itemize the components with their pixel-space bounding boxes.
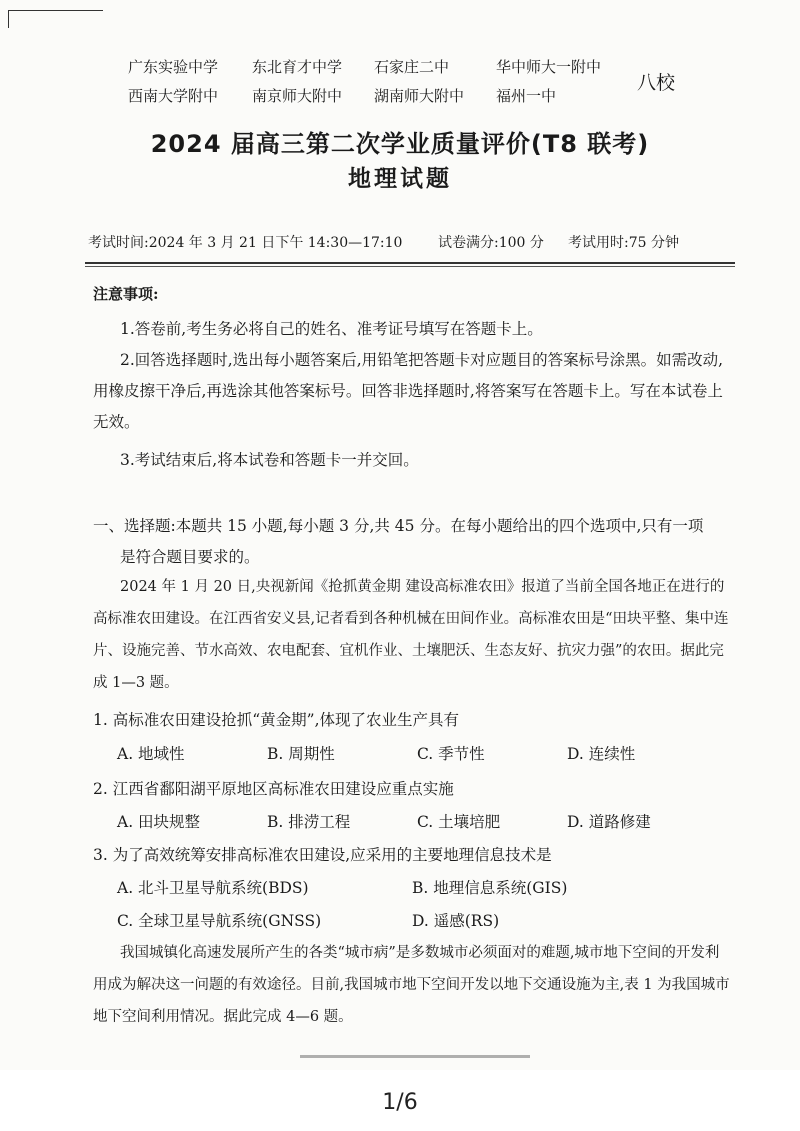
school-row-2: [128, 81, 648, 110]
school-name: 南京师大附中: [252, 87, 343, 105]
option: C. 土壤培肥: [417, 813, 501, 831]
school-name: 福州一中: [496, 87, 557, 105]
cropped-page-footer: [300, 1055, 530, 1067]
header-divider-thin: [85, 266, 735, 267]
exam-info-bar: [88, 232, 728, 252]
reading-material-1: 2024 年 1 月 20 日,央视新闻《抢抓黄金期 建设高标准农田》报道了当前全国各地正在进行的高标准农田建设。在江西省安义县,记者看到各种机械在田间作业。高标准农田是“田块平整、集中连片、设施完善、节水高效、农电配套、宜机作业、土壤肥沃、生态友好、抗灾力强”的农田。据此完成 1—3 题。: [93, 579, 729, 691]
option: A. 田块规整: [117, 813, 201, 831]
option: A. 地域性: [117, 745, 185, 763]
option: A. 北斗卫星导航系统(BDS): [117, 879, 309, 897]
section-heading: [93, 511, 733, 573]
school-name: 西南大学附中: [128, 87, 219, 105]
exam-title: 2024 届高三第二次学业质量评价(T8 联考): [150, 130, 650, 158]
exam-subject: 地理试题: [348, 166, 452, 192]
option: C. 全球卫星导航系统(GNSS): [117, 912, 322, 930]
exam-duration: 考试用时:75 分钟: [568, 235, 679, 251]
option: C. 季节性: [417, 745, 485, 763]
option: D. 连续性: [567, 745, 636, 763]
option: B. 周期性: [267, 745, 335, 763]
option: D. 道路修建: [567, 813, 651, 831]
scan-corner-tick: [8, 10, 9, 28]
question-options: [117, 742, 635, 764]
page-indicator: 1/6: [382, 1090, 418, 1115]
school-row-1: [128, 52, 648, 81]
header-divider: [85, 262, 735, 264]
notice-item-3: 3.考试结束后,将本试卷和答题卡一并交回。: [120, 451, 419, 469]
school-name: 华中师大一附中: [496, 58, 602, 76]
notice-item-1: 1.答卷前,考生务必将自己的姓名、准考证号填写在答题卡上。: [120, 320, 543, 338]
school-list: [128, 52, 648, 110]
school-name: 广东实验中学: [128, 58, 219, 76]
scan-corner-line: [8, 10, 103, 11]
school-name: 湖南师大附中: [374, 87, 465, 105]
notice-heading: 注意事项:: [93, 285, 159, 303]
notice-item-2: 2.回答选择题时,选出每小题答案后,用铅笔把答题卡对应题目的答案标号涂黑。如需改动,用橡皮擦干净后,再选涂其他答案标号。回答非选择题时,将答案写在答题卡上。写在本试卷上无效。: [93, 351, 724, 431]
exam-full-score: 试卷满分:100 分: [438, 235, 544, 251]
section-heading-line-2: 是符合题目要求的。: [120, 548, 260, 566]
option: B. 地理信息系统(GIS): [412, 879, 568, 897]
question-stem: 3. 为了高效统筹安排高标准农田建设,应采用的主要地理信息技术是: [93, 846, 552, 864]
option: B. 排涝工程: [267, 813, 351, 831]
question-options: [117, 876, 567, 898]
question-options: [117, 909, 499, 931]
school-name: 东北育才中学: [252, 58, 343, 76]
exam-time: 考试时间:2024 年 3 月 21 日下午 14:30—17:10: [88, 235, 403, 251]
eight-schools-label: 八校: [637, 72, 676, 94]
school-name: 石家庄二中: [374, 58, 450, 76]
question-stem: 2. 江西省鄱阳湖平原地区高标准农田建设应重点实施: [93, 780, 454, 798]
option: D. 遥感(RS): [412, 912, 500, 930]
question-stem: 1. 高标准农田建设抢抓“黄金期”,体现了农业生产具有: [93, 711, 459, 729]
reading-material-2: 我国城镇化高速发展所产生的各类“城市病”是多数城市必须面对的难题,城市地下空间的开发利用成为解决这一问题的有效途径。目前,我国城市地下空间开发以地下交通设施为主,表 1 为我国城市地下空间利用情况。据此完成 4—6 题。: [93, 945, 730, 1025]
section-heading-line-1: 一、选择题:本题共 15 小题,每小题 3 分,共 45 分。在每小题给出的四个选项中,只有一项: [93, 517, 704, 535]
question-options: [117, 810, 651, 832]
